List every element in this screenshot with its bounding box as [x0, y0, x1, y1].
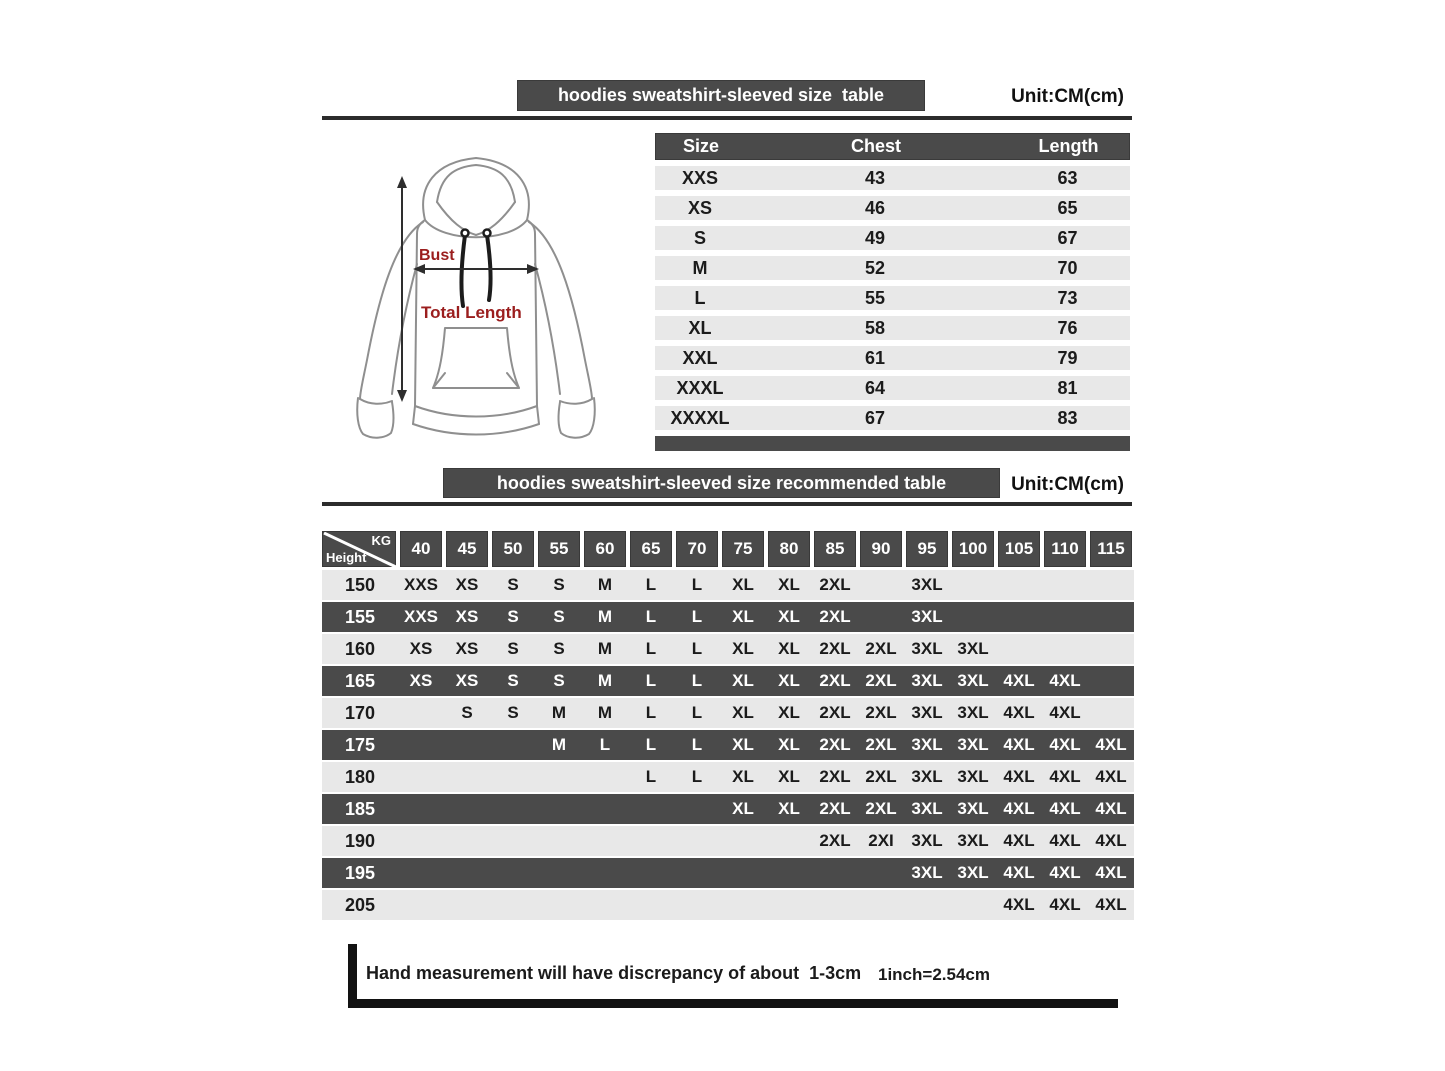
- matrix-size-cell: 4XL: [1003, 735, 1035, 754]
- matrix-row: [322, 666, 1134, 696]
- height-label: 185: [344, 798, 376, 819]
- height-label: 150: [344, 574, 376, 595]
- size-table-row: [655, 226, 1130, 250]
- matrix-size-cell: M: [597, 703, 613, 722]
- matrix-size-cell: S: [553, 639, 565, 658]
- matrix-size-cell: 4XL: [1003, 671, 1035, 690]
- matrix-size-cell: S: [507, 639, 519, 658]
- size-cell: XXL: [682, 347, 718, 368]
- chest-cell: 46: [864, 197, 886, 218]
- chest-cell: 61: [864, 347, 886, 368]
- size-table-end-bar: [655, 436, 1130, 451]
- length-cell: 83: [1057, 407, 1078, 428]
- matrix-size-cell: XL: [732, 671, 754, 690]
- matrix-size-cell: 3XL: [957, 831, 989, 850]
- pocket: [433, 328, 519, 388]
- matrix-size-cell: 4XL: [1049, 671, 1081, 690]
- matrix-size-cell: 4XL: [1095, 831, 1127, 850]
- matrix-size-cell: 4XL: [1003, 863, 1035, 882]
- matrix-size-cell: 3XL: [957, 671, 989, 690]
- matrix-size-cell: S: [507, 607, 519, 626]
- matrix-size-cell: 3XL: [957, 863, 989, 882]
- total-length-label: Total Length: [421, 303, 522, 322]
- matrix-size-cell: XL: [732, 767, 754, 786]
- weight-header-cell: 115: [1090, 531, 1132, 567]
- weight-header-cell: 70: [676, 531, 718, 567]
- matrix-size-cell: XL: [778, 799, 800, 818]
- matrix-size-cell: S: [507, 703, 519, 722]
- matrix-size-cell: XL: [732, 639, 754, 658]
- matrix-size-cell: XL: [778, 767, 800, 786]
- matrix-size-cell: XS: [455, 607, 479, 626]
- matrix-size-cell: L: [645, 735, 657, 754]
- weight-header-cell: 95: [906, 531, 948, 567]
- matrix-size-cell: M: [597, 639, 613, 658]
- size-table-row: [655, 286, 1130, 310]
- matrix-size-cell: 4XL: [1049, 831, 1081, 850]
- hood-outline: [423, 158, 529, 220]
- height-label: 155: [344, 606, 376, 627]
- matrix-size-cell: 3XL: [957, 703, 989, 722]
- matrix-size-cell: 3XL: [911, 639, 943, 658]
- length-cell: 79: [1057, 347, 1078, 368]
- matrix-size-cell: 3XL: [911, 831, 943, 850]
- inch-conversion-note: 1inch=2.54cm: [878, 965, 990, 984]
- weight-header-cell: 110: [1044, 531, 1086, 567]
- matrix-size-cell: XL: [732, 703, 754, 722]
- weight-header-cell: 55: [538, 531, 580, 567]
- height-label: 160: [344, 638, 376, 659]
- matrix-size-cell: XL: [778, 575, 800, 594]
- weight-header-cell: 105: [998, 531, 1040, 567]
- length-cell: 63: [1057, 167, 1078, 188]
- recommended-unit-label: Unit:CM(cm): [1011, 474, 1124, 495]
- matrix-size-cell: S: [507, 575, 519, 594]
- height-label: 170: [344, 702, 376, 723]
- matrix-size-cell: 4XL: [1095, 863, 1127, 882]
- matrix-row: [322, 602, 1134, 632]
- matrix-size-cell: 2XL: [865, 703, 897, 722]
- size-column-header: Size: [682, 136, 720, 156]
- size-cell: XXXXL: [670, 407, 730, 428]
- matrix-size-cell: 4XL: [1049, 863, 1081, 882]
- size-table-row: [655, 256, 1130, 280]
- matrix-size-cell: L: [691, 735, 703, 754]
- matrix-size-cell: 3XL: [957, 639, 989, 658]
- matrix-size-cell: 3XL: [957, 767, 989, 786]
- matrix-size-cell: XS: [455, 639, 479, 658]
- matrix-size-cell: L: [645, 575, 657, 594]
- weight-header-cell: 100: [952, 531, 994, 567]
- matrix-size-cell: XL: [732, 607, 754, 626]
- weight-header-cell: 40: [400, 531, 442, 567]
- matrix-size-cell: 2XL: [865, 767, 897, 786]
- matrix-size-cell: XL: [778, 735, 800, 754]
- matrix-size-cell: 2XI: [868, 831, 894, 850]
- size-cell: M: [692, 257, 708, 278]
- matrix-row: [322, 634, 1134, 664]
- matrix-size-cell: 4XL: [1049, 767, 1081, 786]
- chest-cell: 55: [864, 287, 886, 308]
- matrix-size-cell: S: [553, 607, 565, 626]
- matrix-size-cell: 3XL: [957, 799, 989, 818]
- weight-header-cell: 85: [814, 531, 856, 567]
- matrix-size-cell: 4XL: [1095, 735, 1127, 754]
- size-table-title: hoodies sweatshirt-sleeved size table: [517, 80, 925, 111]
- size-cell: XXS: [681, 167, 719, 188]
- weight-header-cell: 75: [722, 531, 764, 567]
- bust-label: Bust: [419, 247, 455, 264]
- height-label: 195: [344, 862, 376, 883]
- kg-height-corner-cell: [322, 531, 396, 567]
- matrix-size-cell: L: [691, 639, 703, 658]
- matrix-size-cell: 2XL: [819, 799, 851, 818]
- matrix-size-cell: 3XL: [911, 863, 943, 882]
- matrix-row: [322, 762, 1134, 792]
- size-cell: XS: [687, 197, 712, 218]
- weight-header-cell: 45: [446, 531, 488, 567]
- weight-header-cell: 60: [584, 531, 626, 567]
- matrix-size-cell: 2XL: [865, 671, 897, 690]
- matrix-size-cell: 4XL: [1049, 703, 1081, 722]
- matrix-row: [322, 794, 1134, 824]
- matrix-size-cell: 4XL: [1049, 799, 1081, 818]
- matrix-size-cell: L: [645, 767, 657, 786]
- size-table-row: [655, 196, 1130, 220]
- matrix-size-cell: 4XL: [1003, 895, 1035, 914]
- matrix-size-cell: S: [507, 671, 519, 690]
- matrix-row: [322, 890, 1134, 920]
- matrix-size-cell: XL: [778, 703, 800, 722]
- matrix-size-cell: L: [645, 607, 657, 626]
- matrix-size-cell: 4XL: [1003, 703, 1035, 722]
- matrix-size-cell: M: [597, 607, 613, 626]
- size-table-row: [655, 346, 1130, 370]
- body-right: [527, 220, 537, 406]
- matrix-weight-header: [322, 531, 1134, 568]
- matrix-size-cell: 3XL: [911, 735, 943, 754]
- chest-cell: 64: [864, 377, 886, 398]
- matrix-size-cell: L: [645, 703, 657, 722]
- size-table-row: [655, 166, 1130, 190]
- matrix-size-cell: M: [597, 671, 613, 690]
- length-cell: 73: [1057, 287, 1078, 308]
- chest-cell: 58: [864, 317, 886, 338]
- matrix-size-cell: 3XL: [911, 767, 943, 786]
- size-table-rows: [655, 166, 1130, 430]
- matrix-size-cell: XS: [409, 639, 433, 658]
- matrix-row: [322, 826, 1134, 856]
- length-cell: 76: [1057, 317, 1078, 338]
- matrix-size-cell: 3XL: [911, 607, 943, 626]
- matrix-size-cell: 4XL: [1049, 735, 1081, 754]
- height-label: 180: [344, 766, 376, 787]
- matrix-size-cell: L: [645, 639, 657, 658]
- matrix-size-cell: S: [461, 703, 473, 722]
- matrix-size-cell: 2XL: [865, 799, 897, 818]
- size-table-row: [655, 316, 1130, 340]
- matrix-size-cell: L: [691, 575, 703, 594]
- matrix-rows: [322, 570, 1134, 920]
- matrix-size-cell: XL: [732, 575, 754, 594]
- height-label: 165: [344, 670, 376, 691]
- chest-cell: 67: [864, 407, 886, 428]
- matrix-row: [322, 698, 1134, 728]
- chest-cell: 49: [864, 227, 886, 248]
- matrix-size-cell: 2XL: [819, 607, 851, 626]
- corner-height-label: Height: [326, 550, 367, 565]
- measurement-note: Hand measurement will have discrepancy of about 1-3cm: [366, 963, 862, 983]
- matrix-size-cell: 2XL: [819, 671, 851, 690]
- matrix-size-cell: 3XL: [957, 735, 989, 754]
- length-cell: 70: [1057, 257, 1078, 278]
- matrix-size-cell: 4XL: [1095, 799, 1127, 818]
- recommended-table-title: hoodies sweatshirt-sleeved size recommended table: [443, 468, 1000, 498]
- matrix-size-cell: XL: [732, 735, 754, 754]
- matrix-size-cell: XL: [778, 671, 800, 690]
- size-table-row: [655, 376, 1130, 400]
- length-cell: 81: [1057, 377, 1078, 398]
- length-cell: 67: [1057, 227, 1078, 248]
- corner-kg-label: KG: [371, 533, 391, 548]
- matrix-size-cell: 2XL: [819, 767, 851, 786]
- left-sleeve: [360, 222, 423, 399]
- matrix-size-cell: 3XL: [911, 703, 943, 722]
- chest-column-header: Chest: [850, 136, 901, 156]
- matrix-size-cell: 4XL: [1003, 831, 1035, 850]
- matrix-size-cell: S: [553, 575, 565, 594]
- matrix-size-cell: 3XL: [911, 575, 943, 594]
- weight-header-cell: 80: [768, 531, 810, 567]
- matrix-size-cell: 2XL: [865, 639, 897, 658]
- matrix-size-cell: M: [597, 575, 613, 594]
- matrix-size-cell: XS: [409, 671, 433, 690]
- matrix-size-cell: 2XL: [865, 735, 897, 754]
- weight-header-cell: 50: [492, 531, 534, 567]
- size-cell: XL: [688, 317, 712, 338]
- matrix-size-cell: XL: [778, 639, 800, 658]
- middle-divider-line: [322, 502, 1132, 506]
- length-cell: 65: [1057, 197, 1078, 218]
- weight-header-cell: 90: [860, 531, 902, 567]
- size-table-row: [655, 406, 1130, 430]
- matrix-size-cell: L: [691, 767, 703, 786]
- matrix-size-cell: XL: [778, 607, 800, 626]
- length-column-header: Length: [1038, 136, 1099, 156]
- size-table-unit-label: Unit:CM(cm): [1011, 86, 1124, 107]
- matrix-size-cell: XS: [455, 671, 479, 690]
- hoodie-measurement-diagram: [333, 136, 618, 454]
- chest-cell: 43: [864, 167, 886, 188]
- weight-header-cell: 65: [630, 531, 672, 567]
- matrix-size-cell: S: [553, 671, 565, 690]
- height-label: 190: [344, 830, 376, 851]
- matrix-size-cell: 2XL: [819, 575, 851, 594]
- matrix-row: [322, 730, 1134, 760]
- recommended-size-matrix: [322, 531, 1134, 920]
- right-sleeve: [529, 222, 592, 399]
- matrix-size-cell: 4XL: [1095, 895, 1127, 914]
- matrix-size-cell: XS: [455, 575, 479, 594]
- size-cell: XXXL: [676, 377, 724, 398]
- matrix-size-cell: 2XL: [819, 831, 851, 850]
- matrix-size-cell: M: [551, 735, 567, 754]
- height-label: 175: [344, 734, 376, 755]
- matrix-size-cell: 2XL: [819, 639, 851, 658]
- height-label: 205: [344, 894, 376, 915]
- size-table-header: [655, 133, 1130, 160]
- matrix-row: [322, 858, 1134, 888]
- matrix-size-cell: 4XL: [1049, 895, 1081, 914]
- chest-cell: 52: [864, 257, 886, 278]
- size-cell: L: [694, 287, 706, 308]
- size-table: [655, 133, 1130, 451]
- size-cell: S: [693, 227, 706, 248]
- matrix-size-cell: 3XL: [911, 671, 943, 690]
- matrix-size-cell: 4XL: [1095, 767, 1127, 786]
- matrix-size-cell: 3XL: [911, 799, 943, 818]
- matrix-size-cell: L: [645, 671, 657, 690]
- matrix-size-cell: XL: [732, 799, 754, 818]
- footer-horizontal-bar: [348, 999, 1118, 1008]
- matrix-size-cell: XXS: [403, 575, 439, 594]
- matrix-size-cell: 2XL: [819, 703, 851, 722]
- matrix-size-cell: M: [551, 703, 567, 722]
- top-divider-line: [322, 116, 1132, 120]
- matrix-size-cell: L: [691, 607, 703, 626]
- matrix-size-cell: 4XL: [1003, 767, 1035, 786]
- matrix-row: [322, 570, 1134, 600]
- drawstrings: [462, 235, 491, 306]
- matrix-size-cell: L: [691, 671, 703, 690]
- matrix-size-cell: XXS: [403, 607, 439, 626]
- matrix-size-cell: L: [599, 735, 611, 754]
- matrix-size-cell: 2XL: [819, 735, 851, 754]
- matrix-size-cell: 4XL: [1003, 799, 1035, 818]
- matrix-size-cell: L: [691, 703, 703, 722]
